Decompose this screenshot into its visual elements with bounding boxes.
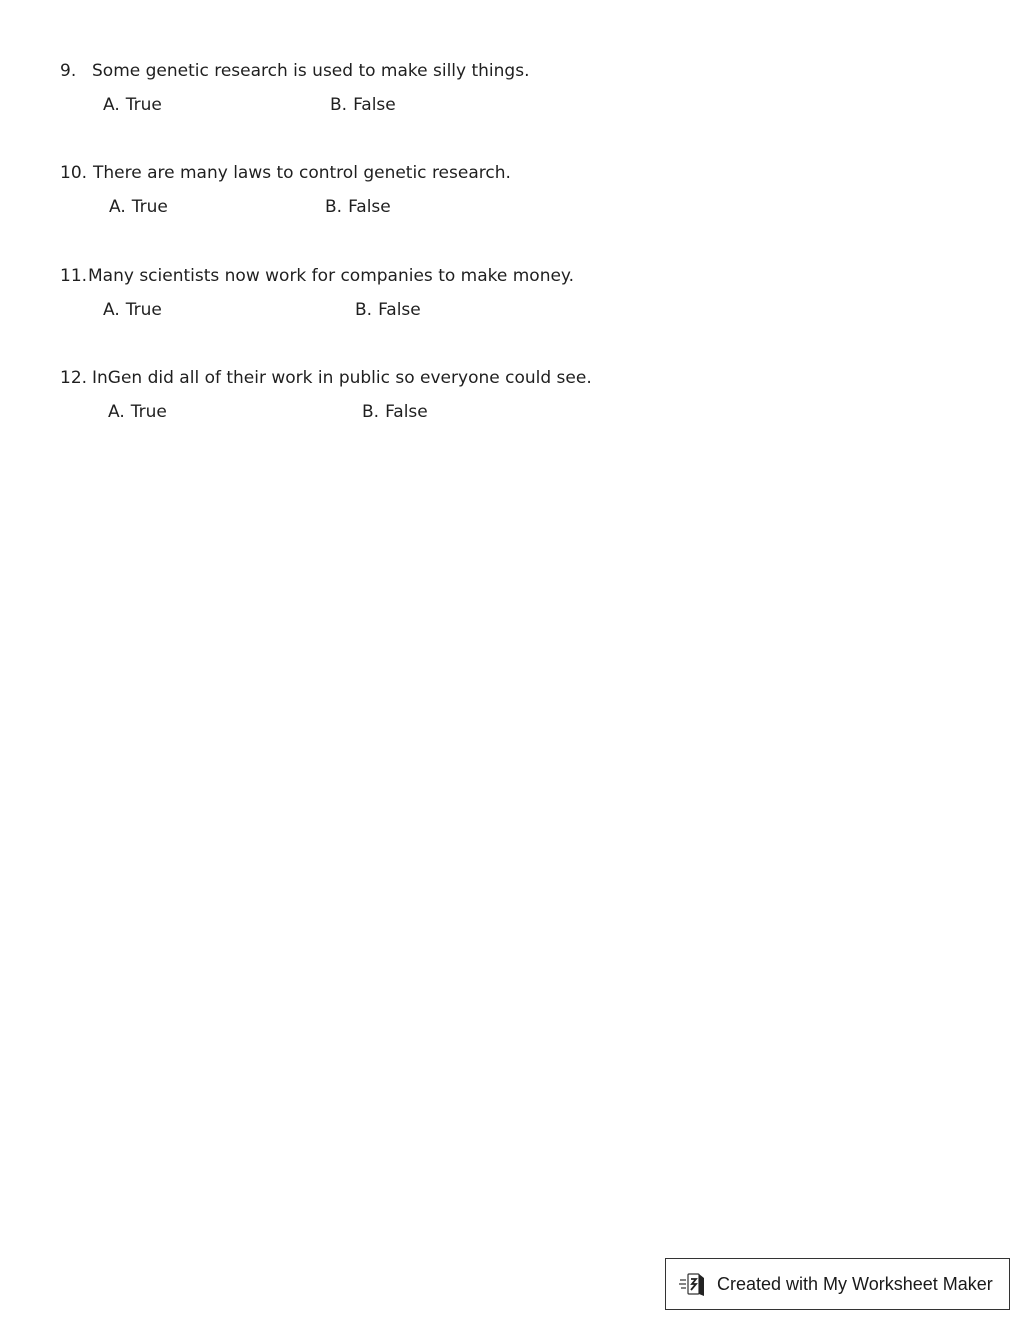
choice-b-false[interactable] xyxy=(362,401,428,423)
answer-choices xyxy=(60,196,760,218)
question-line xyxy=(60,60,760,82)
question-10 xyxy=(60,162,760,218)
choice-a-true[interactable] xyxy=(103,94,162,116)
question-number: 10. xyxy=(60,163,88,183)
question-text: Many scientists now work for companies to make money. xyxy=(88,266,574,286)
choice-b-false[interactable] xyxy=(330,94,396,116)
question-text: Some genetic research is used to make silly things. xyxy=(92,61,530,81)
choice-letter: A. xyxy=(103,300,120,320)
question-number: 9. xyxy=(60,61,77,81)
choice-label: True xyxy=(125,95,162,115)
choice-letter: A. xyxy=(103,95,120,115)
choice-letter: B. xyxy=(355,300,373,320)
question-12 xyxy=(60,367,760,423)
question-9 xyxy=(60,60,760,116)
choice-label: False xyxy=(348,197,391,217)
choice-a-true[interactable] xyxy=(103,299,162,321)
question-number: 12. xyxy=(60,368,88,388)
choice-letter: A. xyxy=(109,197,126,217)
choice-a-true[interactable] xyxy=(108,401,167,423)
choice-letter: B. xyxy=(362,402,380,422)
choice-label: True xyxy=(131,197,168,217)
worksheet-maker-logo-icon xyxy=(678,1269,708,1299)
choice-b-false[interactable] xyxy=(355,299,421,321)
created-with-badge[interactable] xyxy=(665,1258,1010,1310)
choice-label: True xyxy=(130,402,167,422)
badge-text: Created with My Worksheet Maker xyxy=(717,1273,993,1294)
question-number: 11. xyxy=(60,266,88,286)
question-line xyxy=(60,265,760,287)
choice-label: True xyxy=(125,300,162,320)
question-text: InGen did all of their work in public so everyone could see. xyxy=(92,368,592,388)
choice-a-true[interactable] xyxy=(109,196,168,218)
choice-label: False xyxy=(385,402,428,422)
choice-letter: B. xyxy=(330,95,348,115)
question-line xyxy=(60,367,760,389)
question-text: There are many laws to control genetic research. xyxy=(93,163,511,183)
choice-label: False xyxy=(353,95,396,115)
question-line xyxy=(60,162,760,184)
answer-choices xyxy=(60,299,760,321)
choice-letter: B. xyxy=(325,197,343,217)
choice-b-false[interactable] xyxy=(325,196,391,218)
question-11 xyxy=(60,265,760,321)
choice-letter: A. xyxy=(108,402,125,422)
answer-choices xyxy=(60,401,760,423)
choice-label: False xyxy=(378,300,421,320)
answer-choices xyxy=(60,94,760,116)
